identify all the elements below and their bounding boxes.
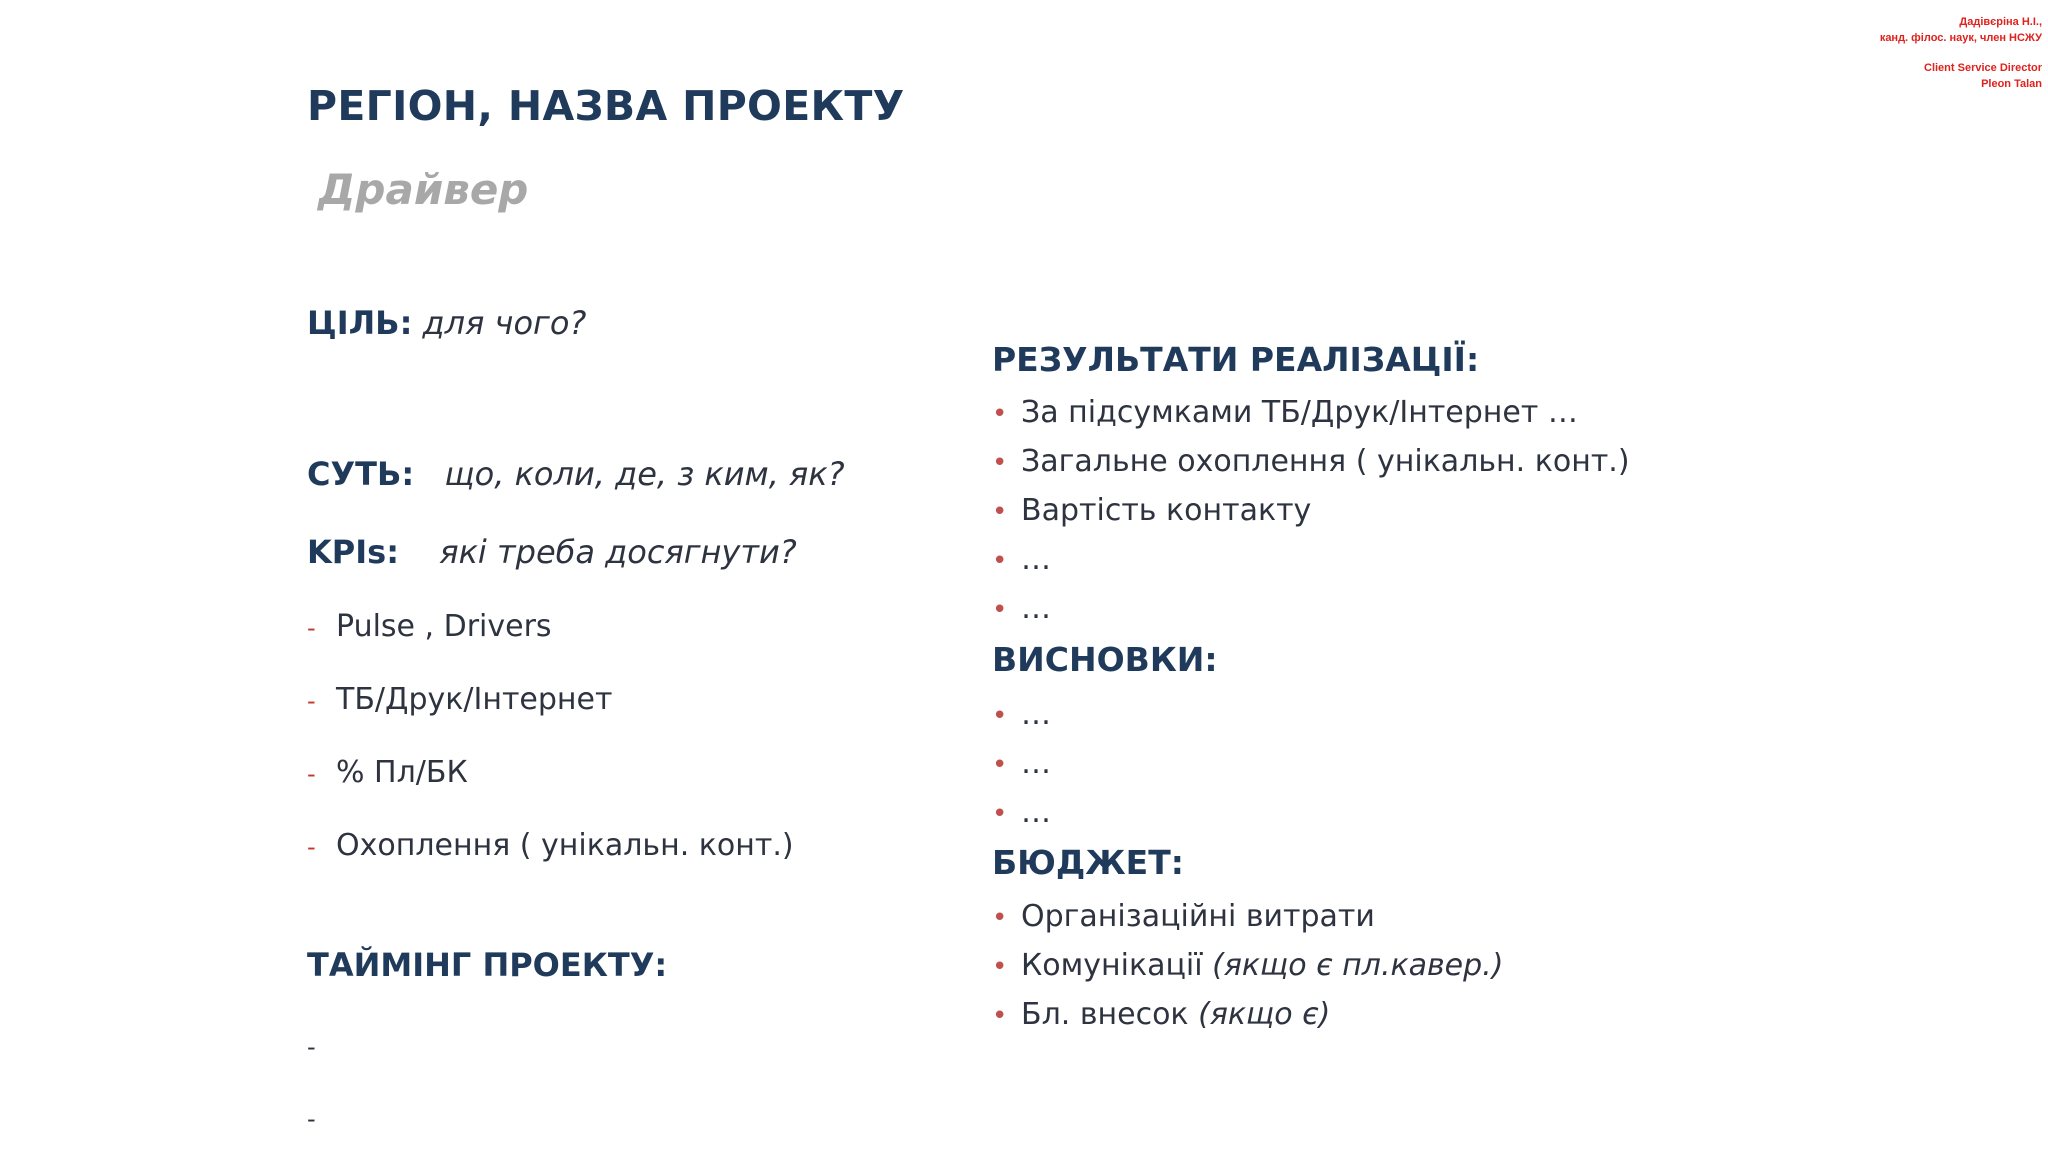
author-position: Client Service Director: [1924, 62, 2042, 74]
slide-subtitle: Драйвер: [318, 165, 529, 214]
bullet-marker: •: [992, 399, 1008, 429]
budget-item-note: (якщо є пл.кавер.): [1212, 948, 1504, 983]
bullet-marker: •: [992, 497, 1008, 527]
results-item: [992, 493, 1311, 528]
timing-row: [307, 946, 667, 984]
budget-item-text: Комунікації: [1021, 948, 1203, 983]
results-item: [992, 395, 1578, 430]
results-item-text: …: [1021, 542, 1051, 577]
bullet-marker: •: [992, 595, 1008, 625]
budget-item-note: (якщо є): [1198, 997, 1331, 1032]
budget-item: [992, 948, 1503, 983]
dash-marker: -: [307, 687, 316, 715]
kpi-item: [307, 682, 612, 717]
timing-item: [307, 1100, 336, 1135]
budget-item-text: Бл. внесок: [1021, 997, 1189, 1032]
author-degree: канд. філос. наук, член НСЖУ: [1879, 32, 2042, 44]
author-name: Дадівєріна Н.І.,: [1959, 16, 2042, 28]
kpi-item-text: % Пл/БК: [336, 755, 468, 790]
budget-item-text: Організаційні витрати: [1021, 899, 1375, 934]
goal-hint: для чого?: [422, 304, 587, 342]
conclusions-heading: ВИСНОВКИ:: [992, 640, 1218, 679]
timing-colon: :: [654, 946, 668, 984]
conclusions-item-text: …: [1021, 697, 1051, 732]
kpi-item: [307, 755, 468, 790]
results-item: [992, 444, 1630, 479]
conclusions-item-text: …: [1021, 795, 1051, 830]
budget-heading: БЮДЖЕТ:: [992, 843, 1184, 882]
bullet-marker: •: [992, 1001, 1008, 1031]
goal-label: ЦІЛЬ:: [307, 304, 413, 342]
results-heading: РЕЗУЛЬТАТИ РЕАЛІЗАЦІЇ:: [992, 340, 1480, 379]
bullet-marker: •: [992, 546, 1008, 576]
essence-hint: що, коли, де, з ким, як?: [444, 455, 845, 493]
conclusions-item-text: …: [1021, 746, 1051, 781]
bullet-marker: •: [992, 750, 1008, 780]
kpi-item: [307, 828, 794, 863]
slide-title: РЕГІОН, НАЗВА ПРОЕКТУ: [307, 82, 905, 130]
conclusions-item: [992, 746, 1051, 781]
results-item-text: За підсумками ТБ/Друк/Інтернет …: [1021, 395, 1578, 430]
kpi-row: [307, 533, 797, 571]
results-item-text: Загальне охоплення ( унікальн. конт.): [1021, 444, 1630, 479]
timing-label: ТАЙМІНГ ПРОЕКТУ: [307, 946, 655, 984]
dash-marker: -: [307, 760, 316, 788]
kpi-item-text: ТБ/Друк/Інтернет: [336, 682, 613, 717]
results-item: [992, 542, 1051, 577]
dash-marker: -: [307, 614, 316, 642]
bullet-marker: •: [992, 701, 1008, 731]
essence-label: СУТЬ:: [307, 455, 415, 493]
kpi-label: KPIs:: [307, 533, 399, 571]
bullet-marker: •: [992, 903, 1008, 933]
results-item: [992, 591, 1051, 626]
author-block: [1880, 14, 2042, 92]
budget-item: [992, 997, 1330, 1032]
goal-row: [307, 304, 586, 342]
conclusions-item: [992, 795, 1051, 830]
kpi-item-text: Охоплення ( унікальн. конт.): [336, 828, 794, 863]
bullet-marker: •: [992, 448, 1008, 478]
timing-item: [307, 1028, 336, 1063]
kpi-hint: які треба досягнути?: [439, 533, 797, 571]
results-item-text: …: [1021, 591, 1051, 626]
bullet-marker: •: [992, 799, 1008, 829]
dash-marker: -: [307, 1105, 316, 1133]
author-company: Pleon Talan: [1981, 78, 2042, 90]
bullet-marker: •: [992, 952, 1008, 982]
kpi-item-text: Pulse , Drivers: [336, 609, 552, 644]
kpi-item: [307, 609, 552, 644]
budget-item: [992, 899, 1375, 934]
dash-marker: -: [307, 1033, 316, 1061]
dash-marker: -: [307, 833, 316, 861]
results-item-text: Вартість контакту: [1021, 493, 1312, 528]
essence-row: [307, 455, 845, 493]
conclusions-item: [992, 697, 1051, 732]
